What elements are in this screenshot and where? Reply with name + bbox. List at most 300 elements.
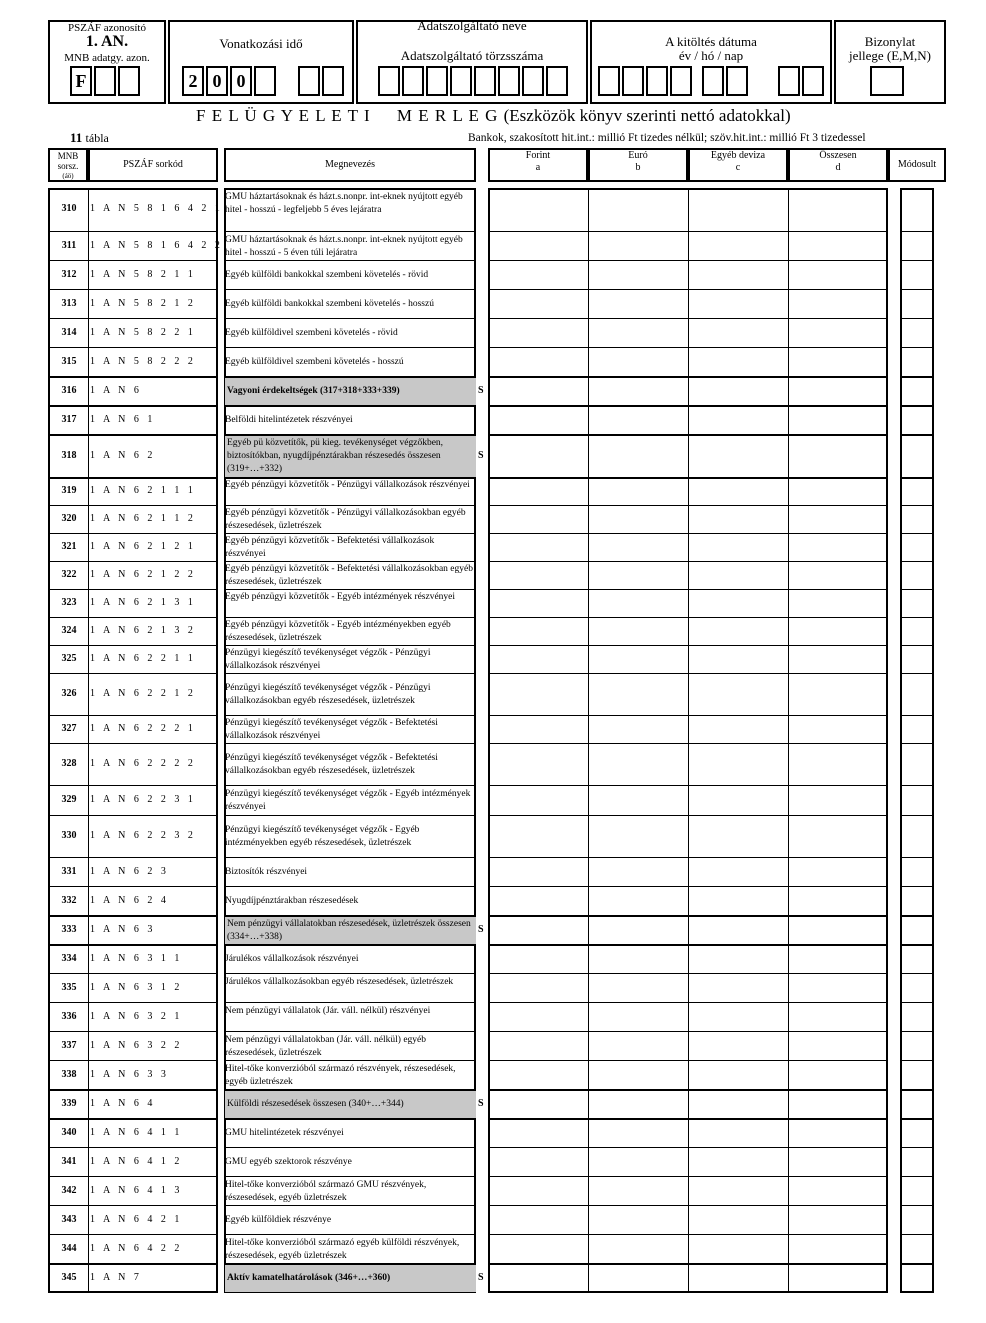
row-separator <box>900 645 934 646</box>
row-separator <box>48 533 218 534</box>
provider-reg-cell-6[interactable] <box>498 66 520 96</box>
value-cell-modosult[interactable] <box>902 1236 932 1263</box>
row-description: Egyéb külföldiek részvénye <box>225 1215 332 1225</box>
value-cell-euro[interactable] <box>590 189 686 231</box>
value-cell-osszesen[interactable] <box>790 291 886 318</box>
row-separator <box>900 231 934 232</box>
value-cell-osszesen[interactable] <box>790 535 886 561</box>
value-cell-forint[interactable] <box>490 1207 586 1234</box>
value-cell-euro[interactable] <box>590 507 686 533</box>
value-cell-egyeb-deviza[interactable] <box>690 859 786 886</box>
sum-marker: S <box>478 1097 484 1109</box>
value-cell-egyeb-deviza[interactable] <box>690 563 786 589</box>
value-cell-egyeb-deviza[interactable] <box>690 717 786 743</box>
value-cell-osszesen[interactable] <box>790 745 886 785</box>
row-description: Egyéb pénzügyi közvetítők - Befektetési vállalkozásokban egyéb részesedések, üzletrészek <box>225 564 473 587</box>
period-cell-4[interactable] <box>254 66 276 96</box>
value-cell-euro[interactable] <box>590 1149 686 1176</box>
values-divider-b <box>588 188 589 1293</box>
value-cell-forint[interactable] <box>490 817 586 857</box>
value-cell-osszesen[interactable] <box>790 975 886 1002</box>
row-separator <box>224 589 476 590</box>
value-cell-forint[interactable] <box>490 1120 586 1147</box>
value-cell-modosult[interactable] <box>902 378 932 405</box>
value-cell-egyeb-deviza[interactable] <box>690 320 786 347</box>
value-cell-osszesen[interactable] <box>790 1091 886 1118</box>
value-cell-osszesen[interactable] <box>790 1033 886 1060</box>
value-cell-osszesen[interactable] <box>790 1236 886 1263</box>
row-separator <box>488 857 888 858</box>
provider-reg-cell-7[interactable] <box>522 66 544 96</box>
row-separator <box>48 1176 218 1177</box>
value-cell-egyeb-deviza[interactable] <box>690 436 786 477</box>
value-cell-osszesen[interactable] <box>790 647 886 673</box>
value-cell-modosult[interactable] <box>902 436 932 477</box>
value-cell-egyeb-deviza[interactable] <box>690 349 786 376</box>
value-cell-forint[interactable] <box>490 378 586 405</box>
value-cell-osszesen[interactable] <box>790 591 886 617</box>
value-cell-euro[interactable] <box>590 407 686 434</box>
value-cell-modosult[interactable] <box>902 975 932 1002</box>
row-number: 319 <box>61 485 77 496</box>
value-cell-forint[interactable] <box>490 591 586 617</box>
value-cell-forint[interactable] <box>490 320 586 347</box>
value-cell-forint[interactable] <box>490 745 586 785</box>
value-cell-osszesen[interactable] <box>790 619 886 645</box>
value-cell-modosult[interactable] <box>902 946 932 973</box>
row-separator <box>224 785 476 786</box>
row-code: 1 A N 6 2 2 1 1 <box>90 653 196 664</box>
value-cell-euro[interactable] <box>590 859 686 886</box>
row-separator <box>488 561 888 562</box>
row-separator <box>48 561 218 562</box>
row-separator <box>488 743 888 744</box>
value-cell-modosult[interactable] <box>902 407 932 434</box>
value-cell-modosult[interactable] <box>902 320 932 347</box>
value-cell-egyeb-deviza[interactable] <box>690 1120 786 1147</box>
date-cell-3[interactable] <box>646 66 668 96</box>
value-cell-forint[interactable] <box>490 1091 586 1118</box>
row-number: 330 <box>61 830 77 841</box>
value-cell-egyeb-deviza[interactable] <box>690 1207 786 1234</box>
value-cell-forint[interactable] <box>490 717 586 743</box>
col-mnb-sorsz-sub: (áö) <box>62 172 74 180</box>
value-cell-egyeb-deviza[interactable] <box>690 378 786 405</box>
doc-type-cell[interactable] <box>870 66 904 96</box>
date-cell-2[interactable] <box>622 66 644 96</box>
value-cell-euro[interactable] <box>590 262 686 289</box>
value-cell-osszesen[interactable] <box>790 507 886 533</box>
row-number: 345 <box>61 1271 77 1283</box>
provider-reg-cell-1[interactable] <box>378 66 400 96</box>
date-cell-7[interactable] <box>778 66 800 96</box>
value-cell-modosult[interactable] <box>902 817 932 857</box>
row-separator <box>900 561 934 562</box>
value-cell-forint[interactable] <box>490 975 586 1002</box>
value-cell-forint[interactable] <box>490 563 586 589</box>
value-cell-modosult[interactable] <box>902 888 932 915</box>
value-cell-euro[interactable] <box>590 320 686 347</box>
row-separator <box>48 434 218 436</box>
row-separator <box>900 617 934 618</box>
value-cell-egyeb-deviza[interactable] <box>690 647 786 673</box>
row-code: 1 A N 6 3 1 1 <box>90 952 183 964</box>
table-number <box>70 130 109 146</box>
row-separator <box>48 645 218 646</box>
value-cell-forint[interactable] <box>490 1178 586 1205</box>
row-separator <box>48 973 218 974</box>
value-cell-modosult[interactable] <box>902 1265 932 1292</box>
mnb-id-cell-2[interactable] <box>94 66 116 96</box>
row-description: Biztosítók részvényei <box>225 867 308 877</box>
value-cell-forint[interactable] <box>490 507 586 533</box>
date-cell-6[interactable] <box>726 66 748 96</box>
value-cell-modosult[interactable] <box>902 1004 932 1031</box>
value-cell-forint[interactable] <box>490 647 586 673</box>
value-cell-euro[interactable] <box>590 675 686 715</box>
value-cell-osszesen[interactable] <box>790 1178 886 1205</box>
value-cell-forint[interactable] <box>490 1033 586 1060</box>
value-cell-osszesen[interactable] <box>790 189 886 231</box>
value-cell-euro[interactable] <box>590 1004 686 1031</box>
row-code: 1 A N 6 2 <box>90 449 156 461</box>
value-cell-egyeb-deviza[interactable] <box>690 1004 786 1031</box>
row-number: 341 <box>61 1155 77 1167</box>
value-cell-forint[interactable] <box>490 1149 586 1176</box>
value-cell-modosult[interactable] <box>902 1120 932 1147</box>
value-cell-forint[interactable] <box>490 888 586 915</box>
value-cell-modosult[interactable] <box>902 787 932 815</box>
row-description: GMU háztartásoknak és házt.s.nonpr. int-eknek nyújtott egyéb hitel - hosszú - legfeljebb 5 éves lejáratra <box>225 191 463 215</box>
value-cell-forint[interactable] <box>490 479 586 505</box>
row-separator <box>48 1234 218 1235</box>
value-cell-euro[interactable] <box>590 717 686 743</box>
value-cell-euro[interactable] <box>590 1091 686 1118</box>
period-cell-3[interactable]: 0 <box>230 66 252 96</box>
value-cell-egyeb-deviza[interactable] <box>690 189 786 231</box>
period-cell-2[interactable]: 0 <box>206 66 228 96</box>
value-cell-osszesen[interactable] <box>790 1120 886 1147</box>
value-cell-modosult[interactable] <box>902 479 932 505</box>
value-cell-egyeb-deviza[interactable] <box>690 675 786 715</box>
value-cell-modosult[interactable] <box>902 675 932 715</box>
row-number: 320 <box>61 513 77 524</box>
row-number: 343 <box>61 1213 77 1225</box>
col-mnb-sorsz <box>48 148 88 182</box>
value-cell-euro[interactable] <box>590 1265 686 1292</box>
row-code: 1 A N 5 8 2 2 1 <box>90 326 196 338</box>
value-cell-euro[interactable] <box>590 745 686 785</box>
period-cell-5[interactable] <box>298 66 320 96</box>
value-cell-modosult[interactable] <box>902 917 932 944</box>
values-divider-c <box>688 188 689 1293</box>
value-cell-euro[interactable] <box>590 946 686 973</box>
value-cell-forint[interactable] <box>490 233 586 260</box>
row-number: 323 <box>61 597 77 608</box>
value-cell-forint[interactable] <box>490 1004 586 1031</box>
period-cell-6[interactable] <box>322 66 344 96</box>
value-cell-osszesen[interactable] <box>790 917 886 944</box>
value-cell-modosult[interactable] <box>902 233 932 260</box>
value-cell-modosult[interactable] <box>902 563 932 589</box>
report-title-sub: (Eszközök könyv szerinti nettó adatokkal) <box>503 106 791 125</box>
value-cell-egyeb-deviza[interactable] <box>690 787 786 815</box>
row-number: 322 <box>61 569 77 580</box>
row-separator <box>900 260 934 261</box>
value-cell-egyeb-deviza[interactable] <box>690 591 786 617</box>
row-description: Nem pénzügyi vállalatokban részesedések, üzletrészek összesen (334+…+338) <box>225 917 476 944</box>
provider-name-label: Adatszolgáltató neve <box>417 18 527 33</box>
value-cell-modosult[interactable] <box>902 1207 932 1234</box>
value-cell-osszesen[interactable] <box>790 1149 886 1176</box>
value-cell-egyeb-deviza[interactable] <box>690 975 786 1002</box>
provider-reg-cell-3[interactable] <box>426 66 448 96</box>
row-separator <box>48 347 218 348</box>
col-pszaf-sorkod <box>88 148 218 182</box>
value-cell-egyeb-deviza[interactable] <box>690 1149 786 1176</box>
value-cell-egyeb-deviza[interactable] <box>690 917 786 944</box>
value-cell-euro[interactable] <box>590 291 686 318</box>
row-description: Vagyoni érdekeltségek (317+318+333+339) <box>225 378 476 405</box>
value-cell-modosult[interactable] <box>902 535 932 561</box>
value-cell-egyeb-deviza[interactable] <box>690 619 786 645</box>
date-cell-8[interactable] <box>802 66 824 96</box>
row-code: 1 A N 6 4 2 2 <box>90 1242 183 1254</box>
row-separator <box>900 289 934 290</box>
value-cell-forint[interactable] <box>490 1265 586 1292</box>
value-cell-modosult[interactable] <box>902 291 932 318</box>
row-description: Nyugdíjpénztárakban részesedések <box>225 896 359 906</box>
value-cell-modosult[interactable] <box>902 1091 932 1118</box>
value-cell-euro[interactable] <box>590 378 686 405</box>
value-cell-egyeb-deviza[interactable] <box>690 1033 786 1060</box>
value-cell-euro[interactable] <box>590 436 686 477</box>
value-cell-osszesen[interactable] <box>790 675 886 715</box>
row-separator <box>48 376 218 378</box>
row-separator <box>48 477 218 479</box>
row-separator <box>900 743 934 744</box>
value-cell-forint[interactable] <box>490 407 586 434</box>
value-cell-euro[interactable] <box>590 619 686 645</box>
value-cell-egyeb-deviza[interactable] <box>690 291 786 318</box>
row-separator <box>900 1176 934 1177</box>
value-cell-modosult[interactable] <box>902 1178 932 1205</box>
value-cell-egyeb-deviza[interactable] <box>690 1062 786 1089</box>
value-cell-forint[interactable] <box>490 349 586 376</box>
mnb-id-cell-1[interactable]: F <box>70 66 92 96</box>
value-cell-euro[interactable] <box>590 591 686 617</box>
row-description: Pénzügyi kiegészítő tevékenységet végzők - Egyéb intézmények részvényei <box>225 789 471 812</box>
row-number: 331 <box>61 865 77 877</box>
value-cell-forint[interactable] <box>490 946 586 973</box>
value-cell-forint[interactable] <box>490 917 586 944</box>
col-osszesen-sub: d <box>835 162 841 173</box>
date-cell-1[interactable] <box>598 66 620 96</box>
value-cell-euro[interactable] <box>590 349 686 376</box>
row-separator <box>48 260 218 261</box>
sum-marker: S <box>478 1271 484 1283</box>
value-cell-euro[interactable] <box>590 975 686 1002</box>
row-separator <box>224 1060 476 1061</box>
row-code: 1 A N 6 2 1 3 2 <box>90 625 196 636</box>
row-description: Egyéb pü közvetítők, pü kieg. tevékenységet végzőkben, biztosítókban, nyugdíjpénztárakban részesedés összesen (319+…+332) <box>225 436 476 477</box>
row-description: Pénzügyi kiegészítő tevékenységet végzők - Befektetési vállalkozásokban egyéb részesedések, üzletrészek <box>225 753 438 776</box>
value-cell-euro[interactable] <box>590 563 686 589</box>
row-code: 1 A N 6 2 1 1 1 <box>90 485 196 496</box>
date-cell-4[interactable] <box>670 66 692 96</box>
provider-reg-cell-2[interactable] <box>402 66 424 96</box>
row-separator <box>48 1031 218 1032</box>
value-cell-euro[interactable] <box>590 888 686 915</box>
value-cell-modosult[interactable] <box>902 189 932 231</box>
value-cell-egyeb-deviza[interactable] <box>690 507 786 533</box>
value-cell-euro[interactable] <box>590 647 686 673</box>
row-separator <box>900 785 934 786</box>
value-cell-osszesen[interactable] <box>790 233 886 260</box>
value-cell-egyeb-deviza[interactable] <box>690 1236 786 1263</box>
value-cell-modosult[interactable] <box>902 647 932 673</box>
period-cell-1[interactable]: 2 <box>182 66 204 96</box>
row-separator <box>224 645 476 646</box>
row-code: 1 A N 6 2 4 <box>90 894 169 906</box>
value-cell-modosult[interactable] <box>902 262 932 289</box>
row-separator <box>48 231 218 232</box>
mnb-id-cell-3[interactable] <box>118 66 140 96</box>
row-code: 1 A N 6 2 1 1 2 <box>90 513 196 524</box>
value-cell-euro[interactable] <box>590 1236 686 1263</box>
value-cell-osszesen[interactable] <box>790 1004 886 1031</box>
doc-type-sub: jellege (E,M,N) <box>849 48 931 63</box>
value-cell-modosult[interactable] <box>902 1033 932 1060</box>
value-cell-osszesen[interactable] <box>790 787 886 815</box>
value-cell-forint[interactable] <box>490 436 586 477</box>
row-description: Aktív kamatelhatárolások (346+…+360) <box>225 1265 476 1292</box>
value-cell-osszesen[interactable] <box>790 378 886 405</box>
provider-reg-cell-8[interactable] <box>546 66 568 96</box>
value-cell-euro[interactable] <box>590 1120 686 1147</box>
value-cell-euro[interactable] <box>590 787 686 815</box>
value-cell-egyeb-deviza[interactable] <box>690 233 786 260</box>
value-cell-egyeb-deviza[interactable] <box>690 1091 786 1118</box>
value-cell-modosult[interactable] <box>902 859 932 886</box>
value-cell-osszesen[interactable] <box>790 320 886 347</box>
value-cell-osszesen[interactable] <box>790 262 886 289</box>
value-cell-osszesen[interactable] <box>790 717 886 743</box>
value-cell-forint[interactable] <box>490 1236 586 1263</box>
row-separator <box>48 785 218 786</box>
provider-reg-cell-4[interactable] <box>450 66 472 96</box>
row-code: 1 A N 6 2 1 2 1 <box>90 541 196 552</box>
value-cell-egyeb-deviza[interactable] <box>690 479 786 505</box>
value-cell-egyeb-deviza[interactable] <box>690 535 786 561</box>
value-cell-modosult[interactable] <box>902 1149 932 1176</box>
row-separator <box>224 318 476 319</box>
value-cell-egyeb-deviza[interactable] <box>690 262 786 289</box>
value-cell-euro[interactable] <box>590 1178 686 1205</box>
row-separator <box>900 886 934 887</box>
date-cell-5[interactable] <box>702 66 724 96</box>
row-separator <box>224 815 476 816</box>
value-cell-euro[interactable] <box>590 1207 686 1234</box>
value-cell-modosult[interactable] <box>902 1062 932 1089</box>
value-cell-osszesen[interactable] <box>790 436 886 477</box>
value-cell-euro[interactable] <box>590 535 686 561</box>
value-cell-forint[interactable] <box>490 619 586 645</box>
row-number: 333 <box>61 923 77 935</box>
value-cell-egyeb-deviza[interactable] <box>690 407 786 434</box>
value-cell-osszesen[interactable] <box>790 1062 886 1089</box>
value-cell-modosult[interactable] <box>902 619 932 645</box>
row-separator <box>900 347 934 348</box>
value-cell-osszesen[interactable] <box>790 1265 886 1292</box>
value-cell-euro[interactable] <box>590 233 686 260</box>
row-number: 339 <box>61 1097 77 1109</box>
value-cell-euro[interactable] <box>590 1033 686 1060</box>
provider-reg-cell-5[interactable] <box>474 66 496 96</box>
value-cell-osszesen[interactable] <box>790 859 886 886</box>
value-cell-egyeb-deviza[interactable] <box>690 946 786 973</box>
value-cell-forint[interactable] <box>490 262 586 289</box>
row-separator <box>488 289 888 290</box>
row-separator <box>224 715 476 716</box>
value-cell-osszesen[interactable] <box>790 946 886 973</box>
row-number: 313 <box>61 297 77 309</box>
row-separator <box>900 318 934 319</box>
value-cell-egyeb-deviza[interactable] <box>690 888 786 915</box>
value-cell-euro[interactable] <box>590 817 686 857</box>
value-cell-modosult[interactable] <box>902 717 932 743</box>
value-cell-osszesen[interactable] <box>790 1207 886 1234</box>
value-cell-osszesen[interactable] <box>790 888 886 915</box>
value-cell-osszesen[interactable] <box>790 407 886 434</box>
row-separator <box>488 1031 888 1032</box>
value-cell-osszesen[interactable] <box>790 817 886 857</box>
value-cell-modosult[interactable] <box>902 745 932 785</box>
row-number: 316 <box>61 384 77 396</box>
value-cell-egyeb-deviza[interactable] <box>690 745 786 785</box>
value-cell-euro[interactable] <box>590 917 686 944</box>
value-cell-euro[interactable] <box>590 479 686 505</box>
row-code: 1 A N 5 8 1 6 4 2 1 <box>90 203 223 214</box>
value-cell-forint[interactable] <box>490 859 586 886</box>
value-cell-osszesen[interactable] <box>790 563 886 589</box>
value-cell-modosult[interactable] <box>902 591 932 617</box>
row-number: 336 <box>61 1010 77 1022</box>
row-description: Járulékos vállalkozásokban egyéb részesedések, üzletrészek <box>225 976 454 987</box>
row-code: 1 A N 6 2 2 3 1 <box>90 794 196 805</box>
value-cell-osszesen[interactable] <box>790 479 886 505</box>
value-cell-modosult[interactable] <box>902 507 932 533</box>
row-separator <box>224 231 476 232</box>
value-cell-forint[interactable] <box>490 787 586 815</box>
value-cell-forint[interactable] <box>490 1062 586 1089</box>
row-description: GMU háztartásoknak és házt.s.nonpr. int-eknek nyújtott egyéb hitel - hosszú - 5 éven túli lejáratra <box>225 234 463 258</box>
row-code: 1 A N 6 2 2 2 1 <box>90 723 196 734</box>
value-cell-egyeb-deviza[interactable] <box>690 1265 786 1292</box>
value-cell-forint[interactable] <box>490 291 586 318</box>
value-cell-modosult[interactable] <box>902 349 932 376</box>
value-cell-euro[interactable] <box>590 1062 686 1089</box>
value-cell-egyeb-deviza[interactable] <box>690 817 786 857</box>
value-cell-forint[interactable] <box>490 675 586 715</box>
row-separator <box>900 1031 934 1032</box>
value-cell-forint[interactable] <box>490 535 586 561</box>
value-cell-osszesen[interactable] <box>790 349 886 376</box>
row-separator <box>488 715 888 716</box>
mnb-id-label: MNB adatgy. azon. <box>64 52 150 64</box>
value-cell-egyeb-deviza[interactable] <box>690 1178 786 1205</box>
value-cell-forint[interactable] <box>490 189 586 231</box>
